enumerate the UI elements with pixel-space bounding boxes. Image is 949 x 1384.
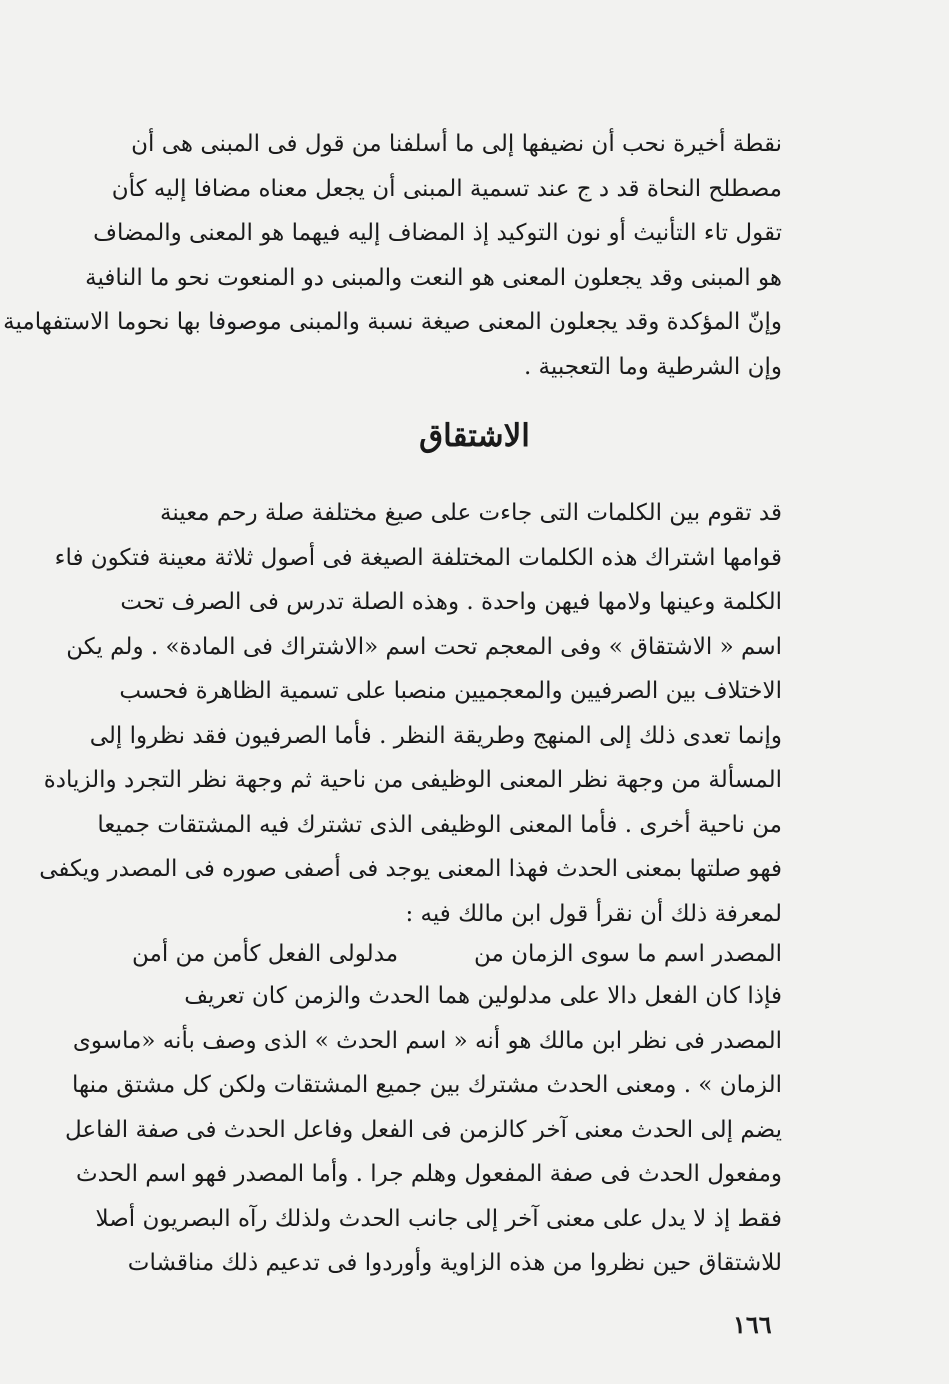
poetry-verse — [132, 935, 782, 979]
text-line: قد تقوم بين الكلمات التى جاءت على صيغ مختلفة صلة رحم معينة — [159, 500, 782, 526]
section-title: الاشتقاق — [419, 418, 530, 454]
continuation-paragraph — [64, 983, 782, 1295]
intro-paragraph — [3, 122, 782, 389]
verse-second-hemistich: مدلولى الفعل كأمن من أمن — [132, 941, 399, 967]
page-number: ١٦٦ — [733, 1310, 772, 1339]
text-line: تقول تاء التأنيث أو نون التوكيد إذ المضاف إليه فيهما هو المعنى والمضاف — [93, 220, 782, 246]
text-line: فإذا كان الفعل دالا على مدلولين هما الحدث والزمن كان تعريف — [184, 983, 782, 1009]
text-line: مصطلح النحاة قد د ج عند تسمية المبنى أن يجعل معناه مضافا إليه كأن — [111, 175, 782, 202]
text-line: نقطة أخيرة نحب أن نضيفها إلى ما أسلفنا من قول فى المبنى هى أن — [131, 131, 782, 157]
text-line: المصدر فى نظر ابن مالك هو أنه « اسم الحدث » الذى وصف بأنه «ماسوى — [72, 1027, 782, 1054]
text-line: فقط إذ لا يدل على معنى آخر إلى جانب الحدث ولذلك رآه البصريون أصلا — [95, 1205, 782, 1232]
text-line: يضم إلى الحدث معنى آخر كالزمن فى الفعل وفاعل الحدث فى صفة الفاعل — [64, 1116, 782, 1143]
text-line: وإن الشرطية وما التعجبية . — [523, 353, 782, 380]
text-line: الزمان » . ومعنى الحدث مشترك بين جميع المشتقات ولكن كل مشتق منها — [72, 1072, 782, 1098]
text-line: وإنّ المؤكدة وقد يجعلون المعنى صيغة نسبة والمبنى موصوفا بها نحوما الاستفهامية — [3, 309, 782, 335]
text-line: الاختلاف بين الصرفيين والمعجميين منصبا على تسمية الظاهرة فحسب — [119, 678, 782, 704]
text-line: اسم « الاشتقاق » وفى المعجم تحت اسم «الاشتراك فى المادة» . ولم يكن — [66, 633, 782, 660]
text-line: ومفعول الحدث فى صفة المفعول وهلم جرا . وأما المصدر فهو اسم الحدث — [76, 1161, 782, 1187]
text-line: هو المبنى وقد يجعلون المعنى هو النعت والمبنى دو المنعوت نحو ما النافية — [85, 264, 782, 291]
verse-first-hemistich: المصدر اسم ما سوى الزمان من — [474, 941, 782, 967]
text-line: قوامها اشتراك هذه الكلمات المختلفة الصيغة فى أصول ثلاثة معينة فتكون فاء — [54, 544, 782, 571]
text-line: من ناحية أخرى . فأما المعنى الوظيفى الذى تشترك فيه المشتقات جميعا — [97, 811, 782, 838]
text-line: الكلمة وعينها ولامها فيهن واحدة . وهذه الصلة تدرس فى الصرف تحت — [120, 589, 782, 615]
body-paragraph — [39, 500, 782, 945]
text-line: وإنما تعدى ذلك إلى المنهج وطريقة النظر . فأما الصرفيون فقد نظروا إلى — [89, 722, 782, 749]
text-line: للاشتقاق حين نظروا من هذه الزاوية وأوردوا فى تدعيم ذلك مناقشات — [127, 1250, 782, 1276]
text-line: المسألة من وجهة نظر المعنى الوظيفى من ناحية ثم وجهة نظر التجرد والزيادة — [43, 767, 782, 793]
text-line: لمعرفة ذلك أن نقرأ قول ابن مالك فيه : — [405, 900, 782, 927]
text-line: فهو صلتها بمعنى الحدث فهذا المعنى يوجد فى أصفى صوره فى المصدر ويكفى — [39, 856, 782, 882]
